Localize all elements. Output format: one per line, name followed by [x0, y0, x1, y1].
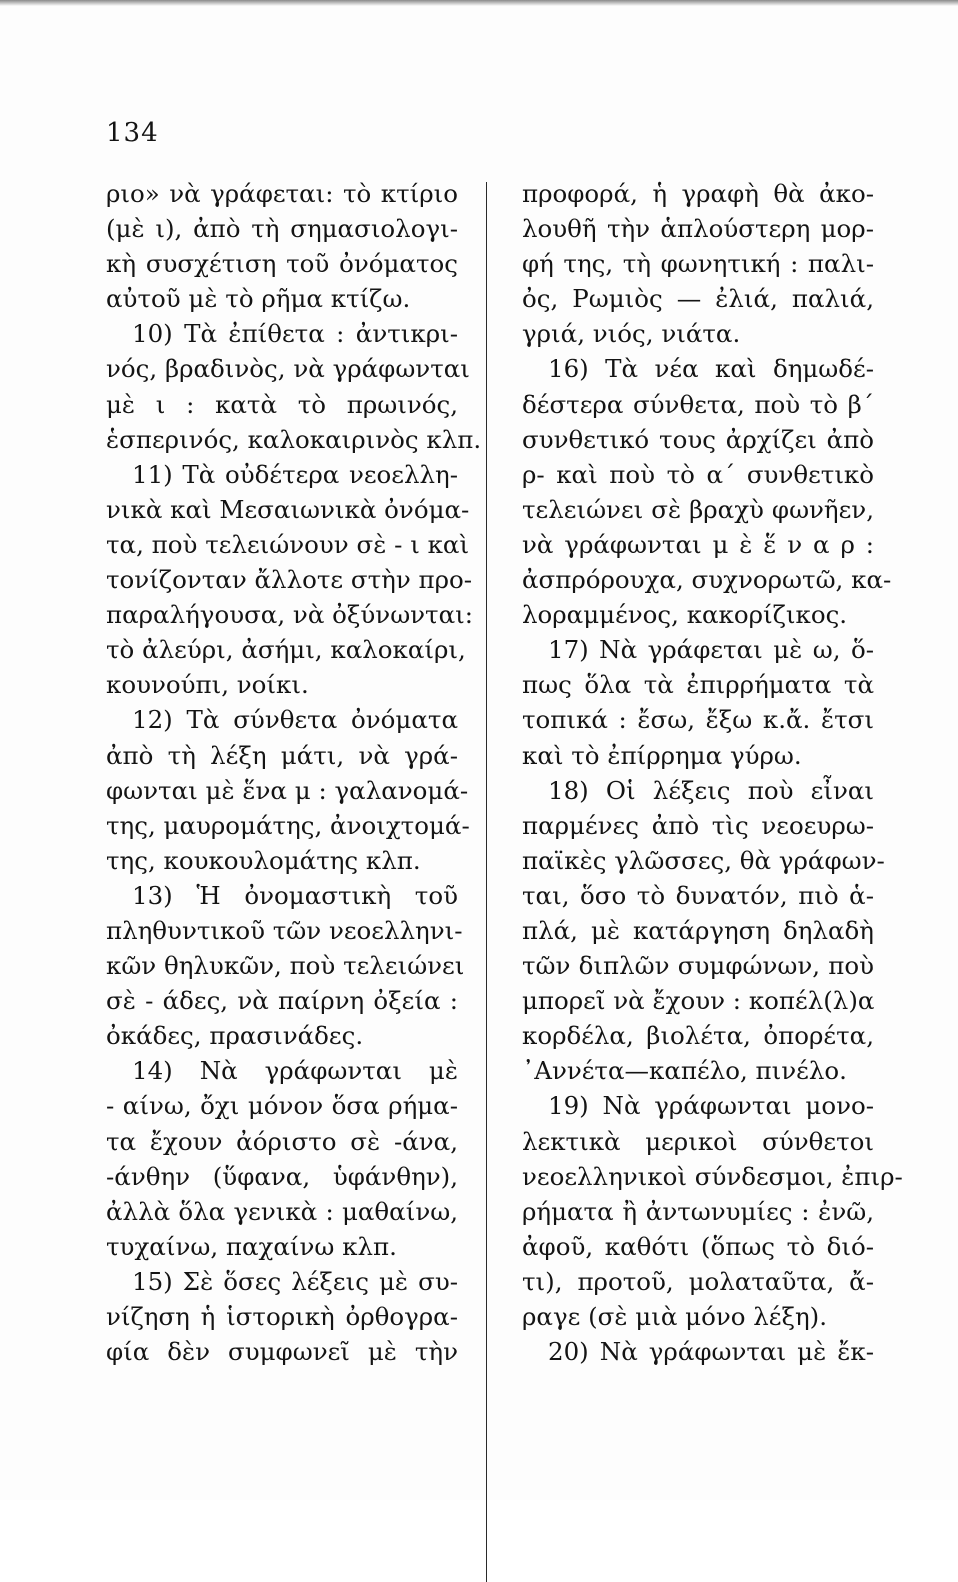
- text-line: τονίζονταν ἄλλοτε στὴν προ-: [106, 565, 473, 595]
- text-line: τα ἔχουν ἀόριστο σὲ -άνα,: [106, 1126, 458, 1156]
- text-line: της, κουκουλομάτης κλπ.: [106, 845, 421, 875]
- text-line: κουνούπι, νοίκι.: [106, 670, 309, 700]
- page-top-edge: [0, 0, 958, 6]
- text-line: τὸ ἀλεύρι, ἀσήμι, καλοκαίρι,: [106, 635, 466, 665]
- left-text-column: [106, 176, 482, 1369]
- text-line: πλά, μὲ κατάργηση δηλαδὴ: [522, 915, 874, 945]
- text-line: συνθετικό τους ἀρχίζει ἀπὸ: [522, 424, 874, 454]
- text-line: δέστερα σύνθετα, ποὺ τὸ β΄: [522, 389, 874, 419]
- text-line: πως ὅλα τὰ ἐπιρρήματα τὰ: [522, 670, 874, 700]
- text-line: καὶ τὸ ἐπίρρημα γύρω.: [522, 740, 802, 770]
- text-line: ρήματα ἢ ἀντωνυμίες : ἐνῶ,: [522, 1196, 874, 1226]
- text-line: 18) Οἱ λέξεις ποὺ εἶναι: [548, 775, 874, 805]
- text-line: 15) Σὲ ὅσες λέξεις μὲ συ-: [132, 1266, 458, 1296]
- text-line: τι), προτοῦ, μολαταῦτα, ἄ-: [522, 1266, 874, 1296]
- right-text-column: [522, 176, 903, 1369]
- text-line: ἀσπρόρουχα, συχνορωτῶ, κα-: [522, 565, 892, 595]
- column-divider: [486, 182, 487, 1582]
- text-line: 16) Τὰ νέα καὶ δημωδέ-: [548, 354, 874, 384]
- text-line: τῶν διπλῶν συμφώνων, ποὺ: [522, 951, 874, 981]
- text-line: πληθυντικοῦ τῶν νεοελληνι-: [106, 915, 463, 945]
- text-line: ραγε (σὲ μιὰ μόνο λέξη).: [522, 1302, 827, 1331]
- text-line: 19) Νὰ γράφωνται μονο-: [548, 1091, 874, 1121]
- text-line: ἑσπερινός, καλοκαιρινὸς κλπ.: [106, 424, 482, 454]
- text-line: λουθῆ τὴν ἁπλούστερη μορ-: [522, 214, 874, 244]
- text-line: παρμένες ἀπὸ τὶς νεοευρω-: [522, 810, 874, 840]
- text-line: προφορά, ἡ γραφὴ θὰ ἀκο-: [522, 179, 874, 208]
- text-line: μὲ ι : κατὰ τὸ πρωινός,: [106, 389, 458, 419]
- text-line: ἀλλὰ ὅλα γενικὰ : μαθαίνω,: [106, 1196, 458, 1226]
- text-line: 17) Νὰ γράφεται μὲ ω, ὅ-: [548, 635, 874, 665]
- text-line: ται, ὅσο τὸ δυνατόν, πιὸ ἁ-: [522, 880, 874, 910]
- text-line: ᾿Αννέτα—καπέλο, πινέλο.: [522, 1056, 847, 1086]
- text-line: (μὲ ι), ἀπὸ τὴ σημασιολογι-: [106, 214, 458, 244]
- text-line: νίζηση ἡ ἱστορικὴ ὀρθογρα-: [106, 1302, 458, 1331]
- text-line: μπορεῖ νὰ ἔχουν : κοπέλ(λ)α: [522, 986, 875, 1016]
- text-line: νεοελληνικοὶ σύνδεσμοι, ἐπιρ-: [522, 1161, 903, 1191]
- text-line: λεκτικὰ μερικοὶ σύνθετοι: [522, 1126, 874, 1156]
- text-line: νός, βραδινὸς, νὰ γράφωνται: [106, 354, 470, 384]
- text-line: ὀς, Ρωμιὸς — ἐλιά, παλιά,: [522, 284, 874, 314]
- text-line: φία δὲν συμφωνεῖ μὲ τὴν: [106, 1337, 458, 1367]
- text-line: - αίνω, ὄχι μόνον ὅσα ρήμα-: [106, 1091, 458, 1121]
- text-line: ρ- καὶ ποὺ τὸ α΄ συνθετικὸ: [522, 459, 874, 489]
- text-line: 11) Τὰ οὐδέτερα νεοελλη-: [132, 459, 458, 489]
- text-line: λοραμμένος, κακορίζικος.: [522, 600, 848, 630]
- text-line: ριο» νὰ γράφεται: τὸ κτίριο: [106, 179, 458, 208]
- text-line: νικὰ καὶ Μεσαιωνικὰ ὀνόμα-: [106, 494, 470, 524]
- text-line: σὲ - άδες, νὰ παίρνη ὀξεία :: [106, 986, 458, 1016]
- text-line: 12) Τὰ σύνθετα ὀνόματα: [132, 705, 458, 735]
- text-line: ἀφοῦ, καθότι (ὅπως τὸ διό-: [522, 1231, 874, 1261]
- page-number: 134: [106, 118, 159, 148]
- text-line: παϊκὲς γλῶσσες, θὰ γράφων-: [522, 845, 885, 875]
- text-line: 13) Ἡ ὀνομαστικὴ τοῦ: [132, 880, 458, 910]
- text-line: 20) Νὰ γράφωνται μὲ ἔκ-: [548, 1337, 874, 1367]
- text-line: τελειώνει σὲ βραχὺ φωνῆεν,: [522, 494, 874, 524]
- text-line: τυχαίνω, παχαίνω κλπ.: [106, 1231, 397, 1261]
- text-line: 14) Νὰ γράφωνται μὲ: [132, 1056, 458, 1086]
- text-line: κὴ συσχέτιση τοῦ ὀνόματος: [106, 249, 458, 279]
- text-line: ἀπὸ τὴ λέξη μάτι, νὰ γρά-: [106, 740, 458, 770]
- text-line: παραλήγουσα, νὰ ὀξύνωνται:: [106, 600, 474, 630]
- text-line: τα, ποὺ τελειώνουν σὲ - ι καὶ: [106, 529, 470, 559]
- text-line: της, μαυρομάτης, ἀνοιχτομά-: [106, 810, 470, 840]
- text-line: φωνται μὲ ἕνα μ : γαλανομά-: [106, 775, 469, 805]
- text-line: -άνθην (ὕφανα, ὑφάνθην),: [106, 1161, 458, 1191]
- text-line: αὐτοῦ μὲ τὸ ρῆμα κτίζω.: [106, 284, 411, 314]
- text-line: νὰ γράφωνται μ ὲ ἕ ν α ρ :: [522, 529, 874, 559]
- text-line: κῶν θηλυκῶν, ποὺ τελειώνει: [106, 951, 465, 981]
- text-line: φή της, τὴ φωνητική : παλι-: [522, 249, 874, 279]
- text-line: κορδέλα, βιολέτα, ὀπορέτα,: [522, 1021, 874, 1051]
- text-line: 10) Τὰ ἐπίθετα : ἀντικρι-: [132, 319, 458, 349]
- text-line: τοπικά : ἔσω, ἔξω κ.ἄ. ἔτσι: [522, 705, 874, 735]
- text-line: γριά, νιός, νιάτα.: [522, 319, 741, 349]
- text-line: ὀκάδες, πρασινάδες.: [106, 1021, 364, 1051]
